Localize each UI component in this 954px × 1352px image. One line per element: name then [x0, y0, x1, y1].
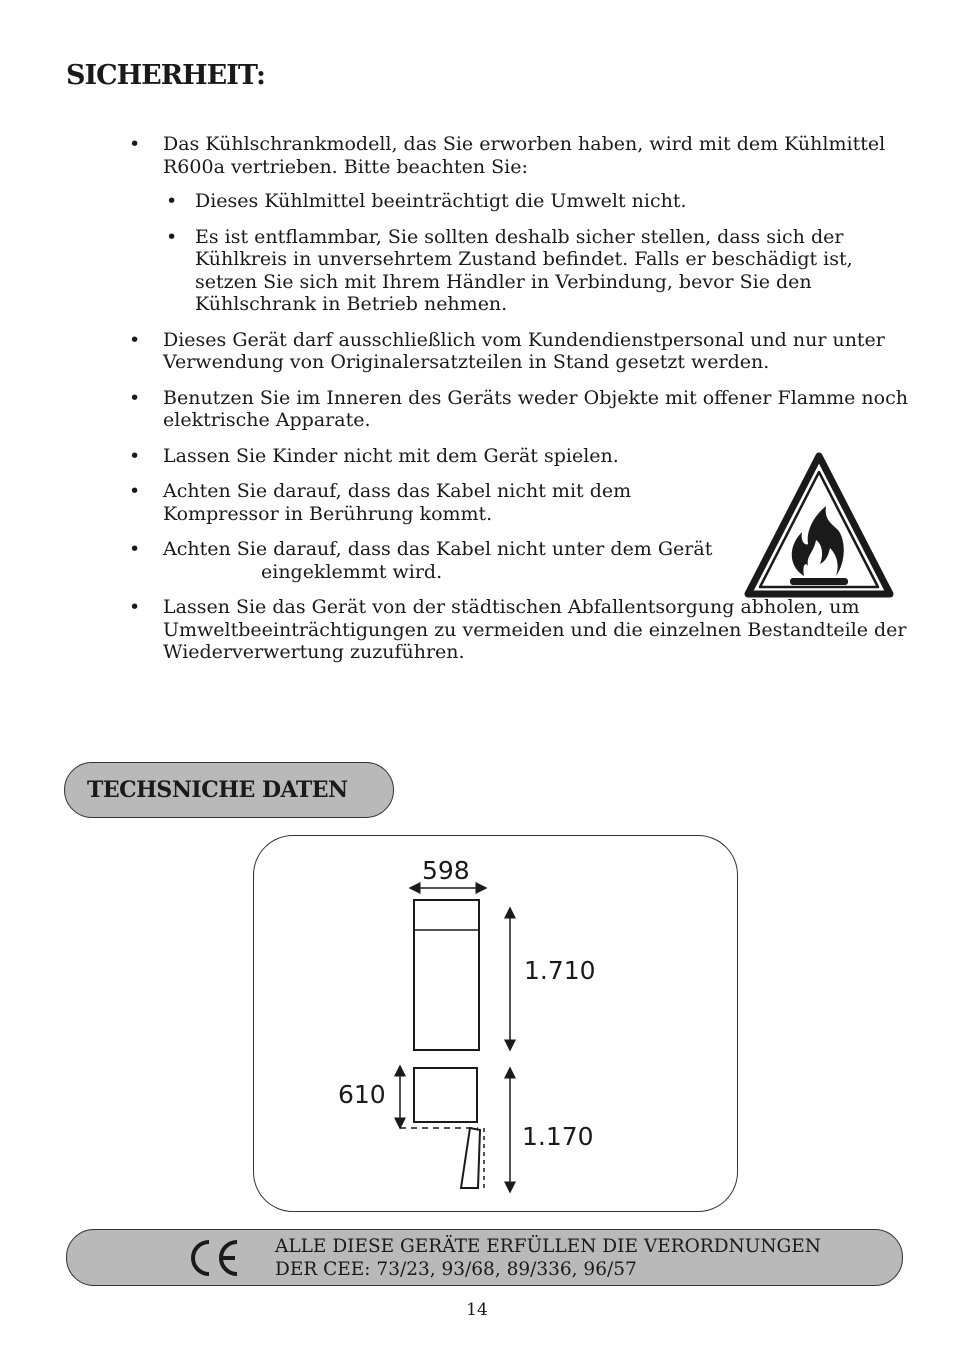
sub-list	[163, 190, 916, 316]
list-item: • Achten Sie darauf, dass das Kabel nicht mit dem Kompressor in Berührung kommt.	[126, 480, 713, 525]
cable-text-b: eingeklemmt wird.	[261, 560, 443, 583]
refrigerant-text: Das Kühlschrankmodell, das Sie erworben haben, wird mit dem Kühlmittel R600a vertrieben. Bitte beachten Sie:	[163, 133, 886, 178]
list-item: • Dieses Kühlmittel beeinträchtigt die Umwelt nicht.	[163, 190, 916, 213]
list-item: • Lassen Sie das Gerät von der städtischen Abfallentsorgung abholen, um Umweltbeeinträchtigungen zu vermeiden und die einzelnen Bestandteile der Wiederverwertung zuzuführen.	[126, 596, 916, 664]
section-title: SICHERHEIT:	[66, 60, 265, 91]
height-tall-dimension: 1.710	[524, 956, 596, 985]
compliance-line-1: ALLE DIESE GERÄTE ERFÜLLEN DIE VERORDNUNGEN	[275, 1236, 821, 1257]
tech-section-title: TECHSNICHE DATEN	[87, 777, 348, 803]
page-number: 14	[466, 1300, 488, 1320]
list-item	[126, 538, 713, 583]
compliance-bar	[66, 1229, 903, 1286]
width-dimension: 598	[422, 856, 470, 885]
depth-dimension: 610	[338, 1080, 386, 1109]
compliance-line-2: DER CEE: 73/23, 93/68, 89/336, 96/57	[275, 1258, 637, 1280]
list-item	[126, 133, 916, 316]
cable-text-a: Achten Sie darauf, dass das Kabel nicht unter dem Gerät	[163, 538, 713, 560]
height-short-dimension: 1.170	[522, 1122, 594, 1151]
compliance-text	[275, 1236, 821, 1281]
list-item: • Es ist entflammbar, Sie sollten deshalb sicher stellen, dass sich der Kühlkreis in unversehrtem Zustand befindet. Falls er beschädigt ist, setzen Sie sich mit Ihrem Händler in Verbindung, bevor Sie den Kühlschrank in Betrieb nehmen.	[163, 226, 916, 316]
ce-mark-icon	[185, 1238, 241, 1278]
flammable-warning-icon	[744, 450, 894, 600]
list-item: • Benutzen Sie im Inneren des Geräts weder Objekte mit offener Flamme noch elektrische Apparate.	[126, 387, 916, 432]
dimensions-drawing	[254, 836, 739, 1213]
tech-section-header	[64, 762, 394, 818]
list-item: • Lassen Sie Kinder nicht mit dem Gerät spielen.	[126, 445, 916, 468]
dimensions-diagram	[253, 835, 738, 1212]
list-item: • Dieses Gerät darf ausschließlich vom Kundendienstpersonal und nur unter Verwendung von Originalersatzteilen in Stand gesetzt werden.	[126, 329, 916, 374]
